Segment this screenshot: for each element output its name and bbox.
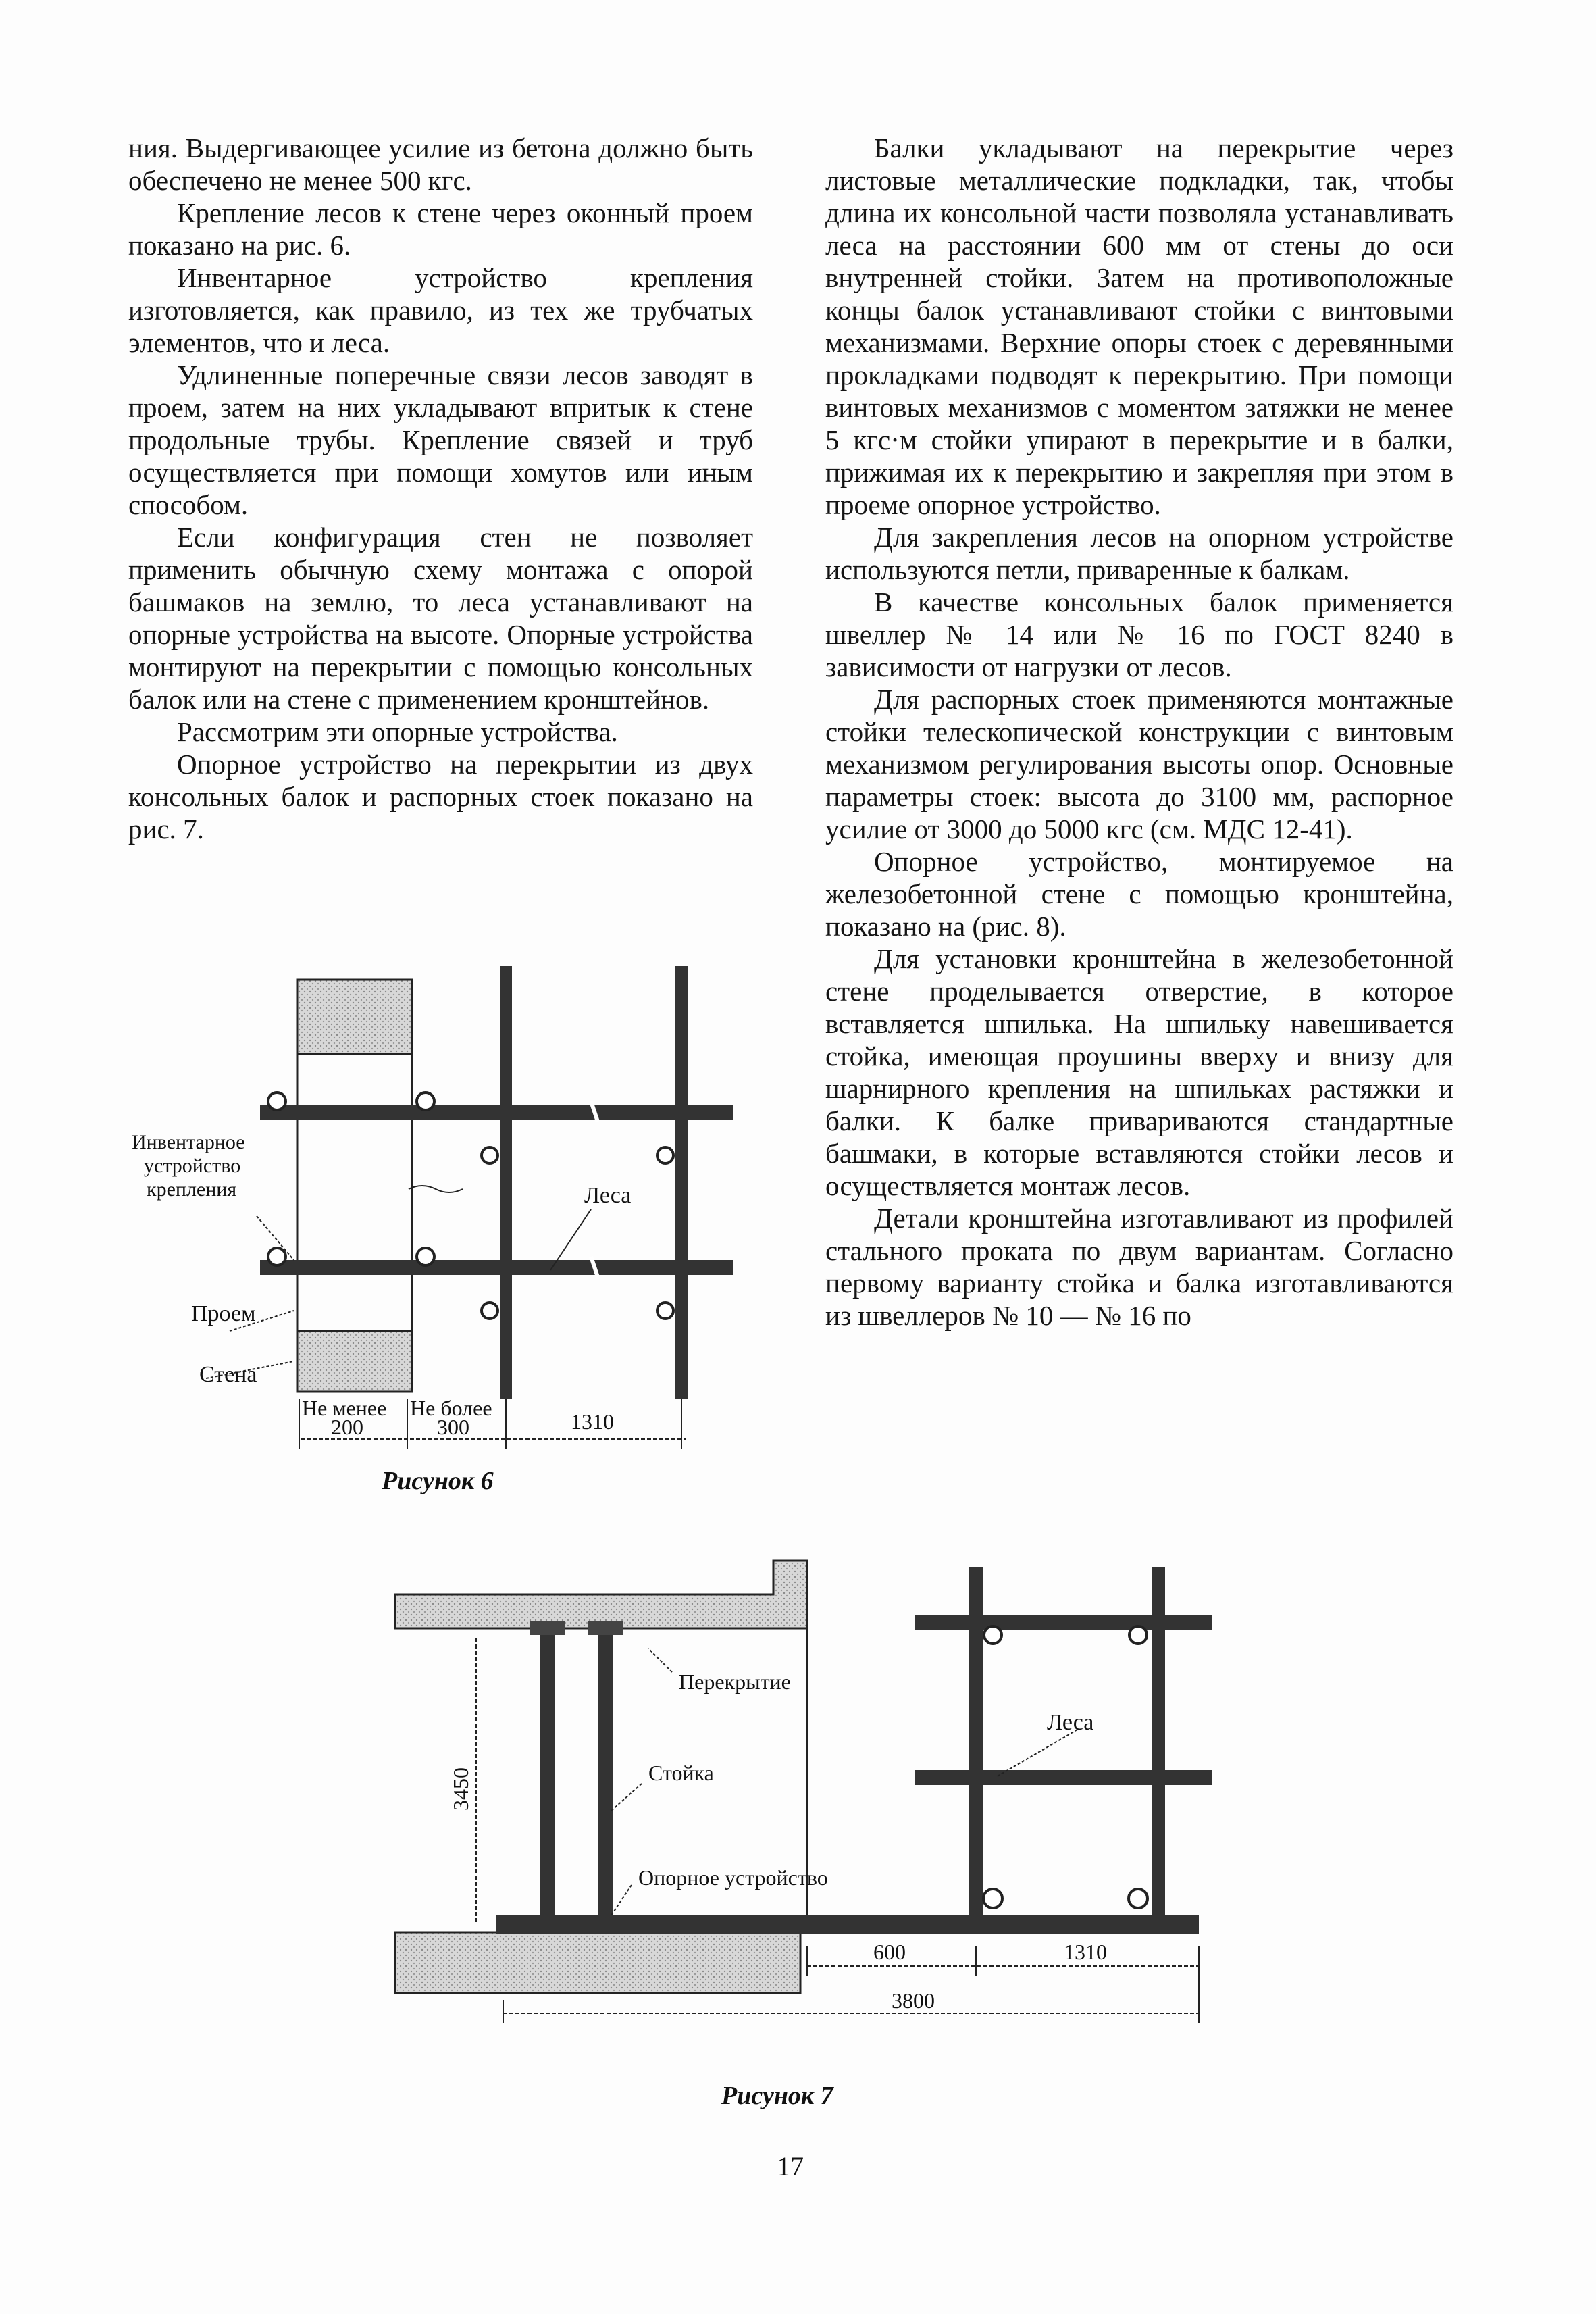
wall-lower <box>297 1331 412 1392</box>
right-column <box>825 132 1453 1332</box>
paragraph: Удлиненные поперечные связи лесов заводят в проем, затем на них укладывают впритык к стене продольные трубы. Крепление связей и труб осуществляется при помощи хомутов или иным способом. <box>128 359 753 520</box>
slab-lower <box>395 1932 800 1993</box>
label-dim-1310: 1310 <box>1064 1940 1107 1964</box>
tie-lower <box>260 1260 733 1275</box>
paragraph: Крепление лесов к стене через оконный проем показано на рис. 6. <box>128 197 753 261</box>
paragraph: Инвентарное устройство крепления изготовляется, как правило, из тех же трубчатых элементов, что и леса. <box>128 262 753 358</box>
paragraph: Если конфигурация стен не позволяет применить обычную схему монтажа с опорой башмаков на землю, то леса устанавливают на опорные устройства на высоте. Опорные устройства монтируют на перекрытии с помощью консольных балок или на стене с применением кронштейнов. <box>128 522 753 715</box>
label-dim1-value: 200 <box>331 1415 363 1439</box>
label-post: Стойка <box>648 1761 714 1785</box>
label-dim2-value: 300 <box>437 1415 469 1439</box>
paragraph: Рассмотрим эти опорные устройства. <box>177 716 618 747</box>
paragraph: Для закрепления лесов на опорном устройстве используются петли, приваренные к балкам. <box>825 522 1453 585</box>
paragraph: Балки укладывают на перекрытие через листовые металлические подкладки, так, чтобы длина их консольной части позволяла устанавливать леса на расстоянии 600 мм от стены до оси внутренней стойки. Затем на противоположные концы балок устанавливают стойки с винтовыми механизмами. Верхние опоры стоек с деревянными прокладками подводят к перекрытию. При помощи винтовых механизмов с моментом затяжки не менее 5 кгс·м стойки упирают в перекрытие и в балки, прижимая их к перекрытию и закрепляя при этом в проеме опорное устройство. <box>825 132 1453 520</box>
cantilever-beam <box>496 1915 1199 1934</box>
paragraph: Для установки кронштейна в железобетонной стене проделывается отверстие, в которое вставляется шпилька. На шпильку навешивается стойка, имеющая проушины вверху и внизу для шарнирного крепления на шпильках растяжки и балки. К балке привариваются стандартные башмаки, в которые вставляются стойки лесов и осуществляется монтаж лесов. <box>825 943 1453 1201</box>
slab-upper <box>395 1561 807 1628</box>
label-scaffold: Леса <box>1047 1710 1094 1735</box>
label-wall: Стена <box>199 1362 257 1387</box>
tie-upper <box>260 1105 733 1120</box>
pipe-inner <box>500 966 512 1399</box>
label-slab: Перекрытие <box>679 1669 791 1694</box>
paragraph: Для распорных стоек применяются монтажные стойки телескопической конструкции с винтовым механизмом регулирования высоты опор. Основные параметры стоек: высота до 3100 мм, распорное усилие от 3000 до 5000 кгс (см. МДС 12-41). <box>825 684 1453 845</box>
figure-6-caption: Рисунок 6 <box>382 1467 494 1495</box>
left-column <box>128 132 753 845</box>
label-dim2-text: Не более <box>410 1396 492 1420</box>
figure-7-caption: Рисунок 7 <box>721 2082 833 2110</box>
paragraph: В качестве консольных балок применяется швеллер № 14 или № 16 по ГОСТ 8240 в зависимости от нагрузки от лесов. <box>825 586 1453 682</box>
paragraph: Опорное устройство на перекрытии из двух консольных балок и распорных стоек показано на рис. 7. <box>128 749 753 845</box>
page-number: 17 <box>777 2151 804 2182</box>
label-device-line2: устройство <box>144 1155 241 1177</box>
paragraph: Опорное устройство, монтируемое на железобетонной стене с помощью кронштейна, показано на (рис. 8). <box>825 846 1453 942</box>
paragraph: ния. Выдергивающее усилие из бетона должно быть обеспечено не менее 500 кгс. <box>128 132 753 196</box>
label-height: 3450 <box>448 1767 473 1811</box>
pipe-outer <box>675 966 688 1399</box>
paragraph: Детали кронштейна изготавливают из профилей стального проката по двум вариантам. Согласно первому варианту стойка и балка изготавливаются из швеллеров № 10 — № 16 по <box>825 1203 1453 1331</box>
label-opening: Проем <box>191 1301 256 1326</box>
label-device-line1: Инвентарное <box>132 1131 245 1153</box>
wall-upper <box>297 980 412 1054</box>
label-support: Опорное устройство <box>638 1865 828 1890</box>
figure-6-drawing <box>125 953 760 1453</box>
label-dim-600: 600 <box>873 1940 906 1964</box>
label-dim3-value: 1310 <box>571 1409 614 1434</box>
post-1 <box>540 1628 555 1932</box>
figure-7-drawing <box>388 1554 1212 2040</box>
label-device-line3: крепления <box>147 1178 237 1201</box>
post-2 <box>598 1628 613 1932</box>
label-scaffold: Леса <box>584 1183 632 1208</box>
label-dim1-text: Не менее <box>302 1396 387 1420</box>
label-dim-3800: 3800 <box>892 1988 935 2013</box>
